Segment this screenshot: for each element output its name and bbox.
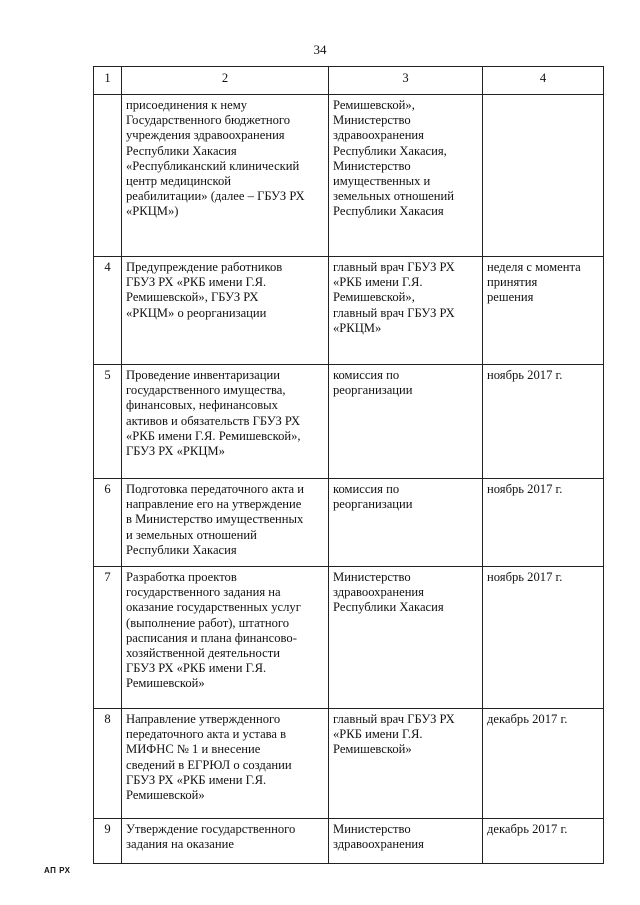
action-cell: Подготовка передаточного акта и направление его на утверждение в Министерство имущественных и земельных отношений Республики Хакасия <box>122 479 329 567</box>
table-header-row <box>94 67 604 95</box>
responsible-cell: Ремишевской», Министерство здравоохранения Республики Хакасия, Министерство имущественных и земельных отношений Республики Хакасия <box>329 95 483 257</box>
table-row <box>94 819 604 864</box>
deadline-cell: ноябрь 2017 г. <box>483 567 604 709</box>
responsible-cell: главный врач ГБУЗ РХ «РКБ имени Г.Я. Ремишевской», главный врач ГБУЗ РХ «РКЦМ» <box>329 257 483 365</box>
action-cell: присоединения к нему Государственного бюджетного учреждения здравоохранения Республики Хакасия «Республиканский клинический центр медицинской реабилитации» (далее – ГБУЗ РХ «РКЦМ») <box>122 95 329 257</box>
row-number: 6 <box>94 479 122 567</box>
responsible-cell: Министерство здравоохранения Республики Хакасия <box>329 567 483 709</box>
action-cell: Предупреждение работников ГБУЗ РХ «РКБ имени Г.Я. Ремишевской», ГБУЗ РХ «РКЦМ» о реорганизации <box>122 257 329 365</box>
action-cell: Разработка проектов государственного задания на оказание государственных услуг (выполнение работ), штатного расписания и плана финансово- хозяйственной деятельности ГБУЗ РХ «РКБ имени Г.Я. Ремишевской» <box>122 567 329 709</box>
reorganization-plan-table <box>93 66 604 864</box>
column-header: 3 <box>329 67 483 95</box>
table-row <box>94 709 604 819</box>
row-number: 7 <box>94 567 122 709</box>
table-row <box>94 567 604 709</box>
table-row <box>94 479 604 567</box>
deadline-cell <box>483 95 604 257</box>
column-header: 2 <box>122 67 329 95</box>
action-cell: Утверждение государственного задания на оказание <box>122 819 329 864</box>
responsible-cell: комиссия по реорганизации <box>329 365 483 479</box>
page-number: 34 <box>313 42 327 57</box>
footer-stamp-mark: АП РХ <box>44 866 71 875</box>
table-row <box>94 365 604 479</box>
table-row <box>94 95 604 257</box>
column-header: 1 <box>94 67 122 95</box>
row-number: 4 <box>94 257 122 365</box>
action-cell: Проведение инвентаризации государственного имущества, финансовых, нефинансовых активов и обязательств ГБУЗ РХ «РКБ имени Г.Я. Ремишевской», ГБУЗ РХ «РКЦМ» <box>122 365 329 479</box>
row-number: 9 <box>94 819 122 864</box>
responsible-cell: Министерство здравоохранения <box>329 819 483 864</box>
responsible-cell: главный врач ГБУЗ РХ «РКБ имени Г.Я. Ремишевской» <box>329 709 483 819</box>
column-header: 4 <box>483 67 604 95</box>
deadline-cell: декабрь 2017 г. <box>483 709 604 819</box>
row-number: 8 <box>94 709 122 819</box>
deadline-cell: декабрь 2017 г. <box>483 819 604 864</box>
row-number: 5 <box>94 365 122 479</box>
responsible-cell: комиссия по реорганизации <box>329 479 483 567</box>
deadline-cell: ноябрь 2017 г. <box>483 479 604 567</box>
table-row <box>94 257 604 365</box>
deadline-cell: неделя с момента принятия решения <box>483 257 604 365</box>
action-cell: Направление утвержденного передаточного акта и устава в МИФНС № 1 и внесение сведений в ЕГРЮЛ о создании ГБУЗ РХ «РКБ имени Г.Я. Ремишевской» <box>122 709 329 819</box>
deadline-cell: ноябрь 2017 г. <box>483 365 604 479</box>
row-number <box>94 95 122 257</box>
